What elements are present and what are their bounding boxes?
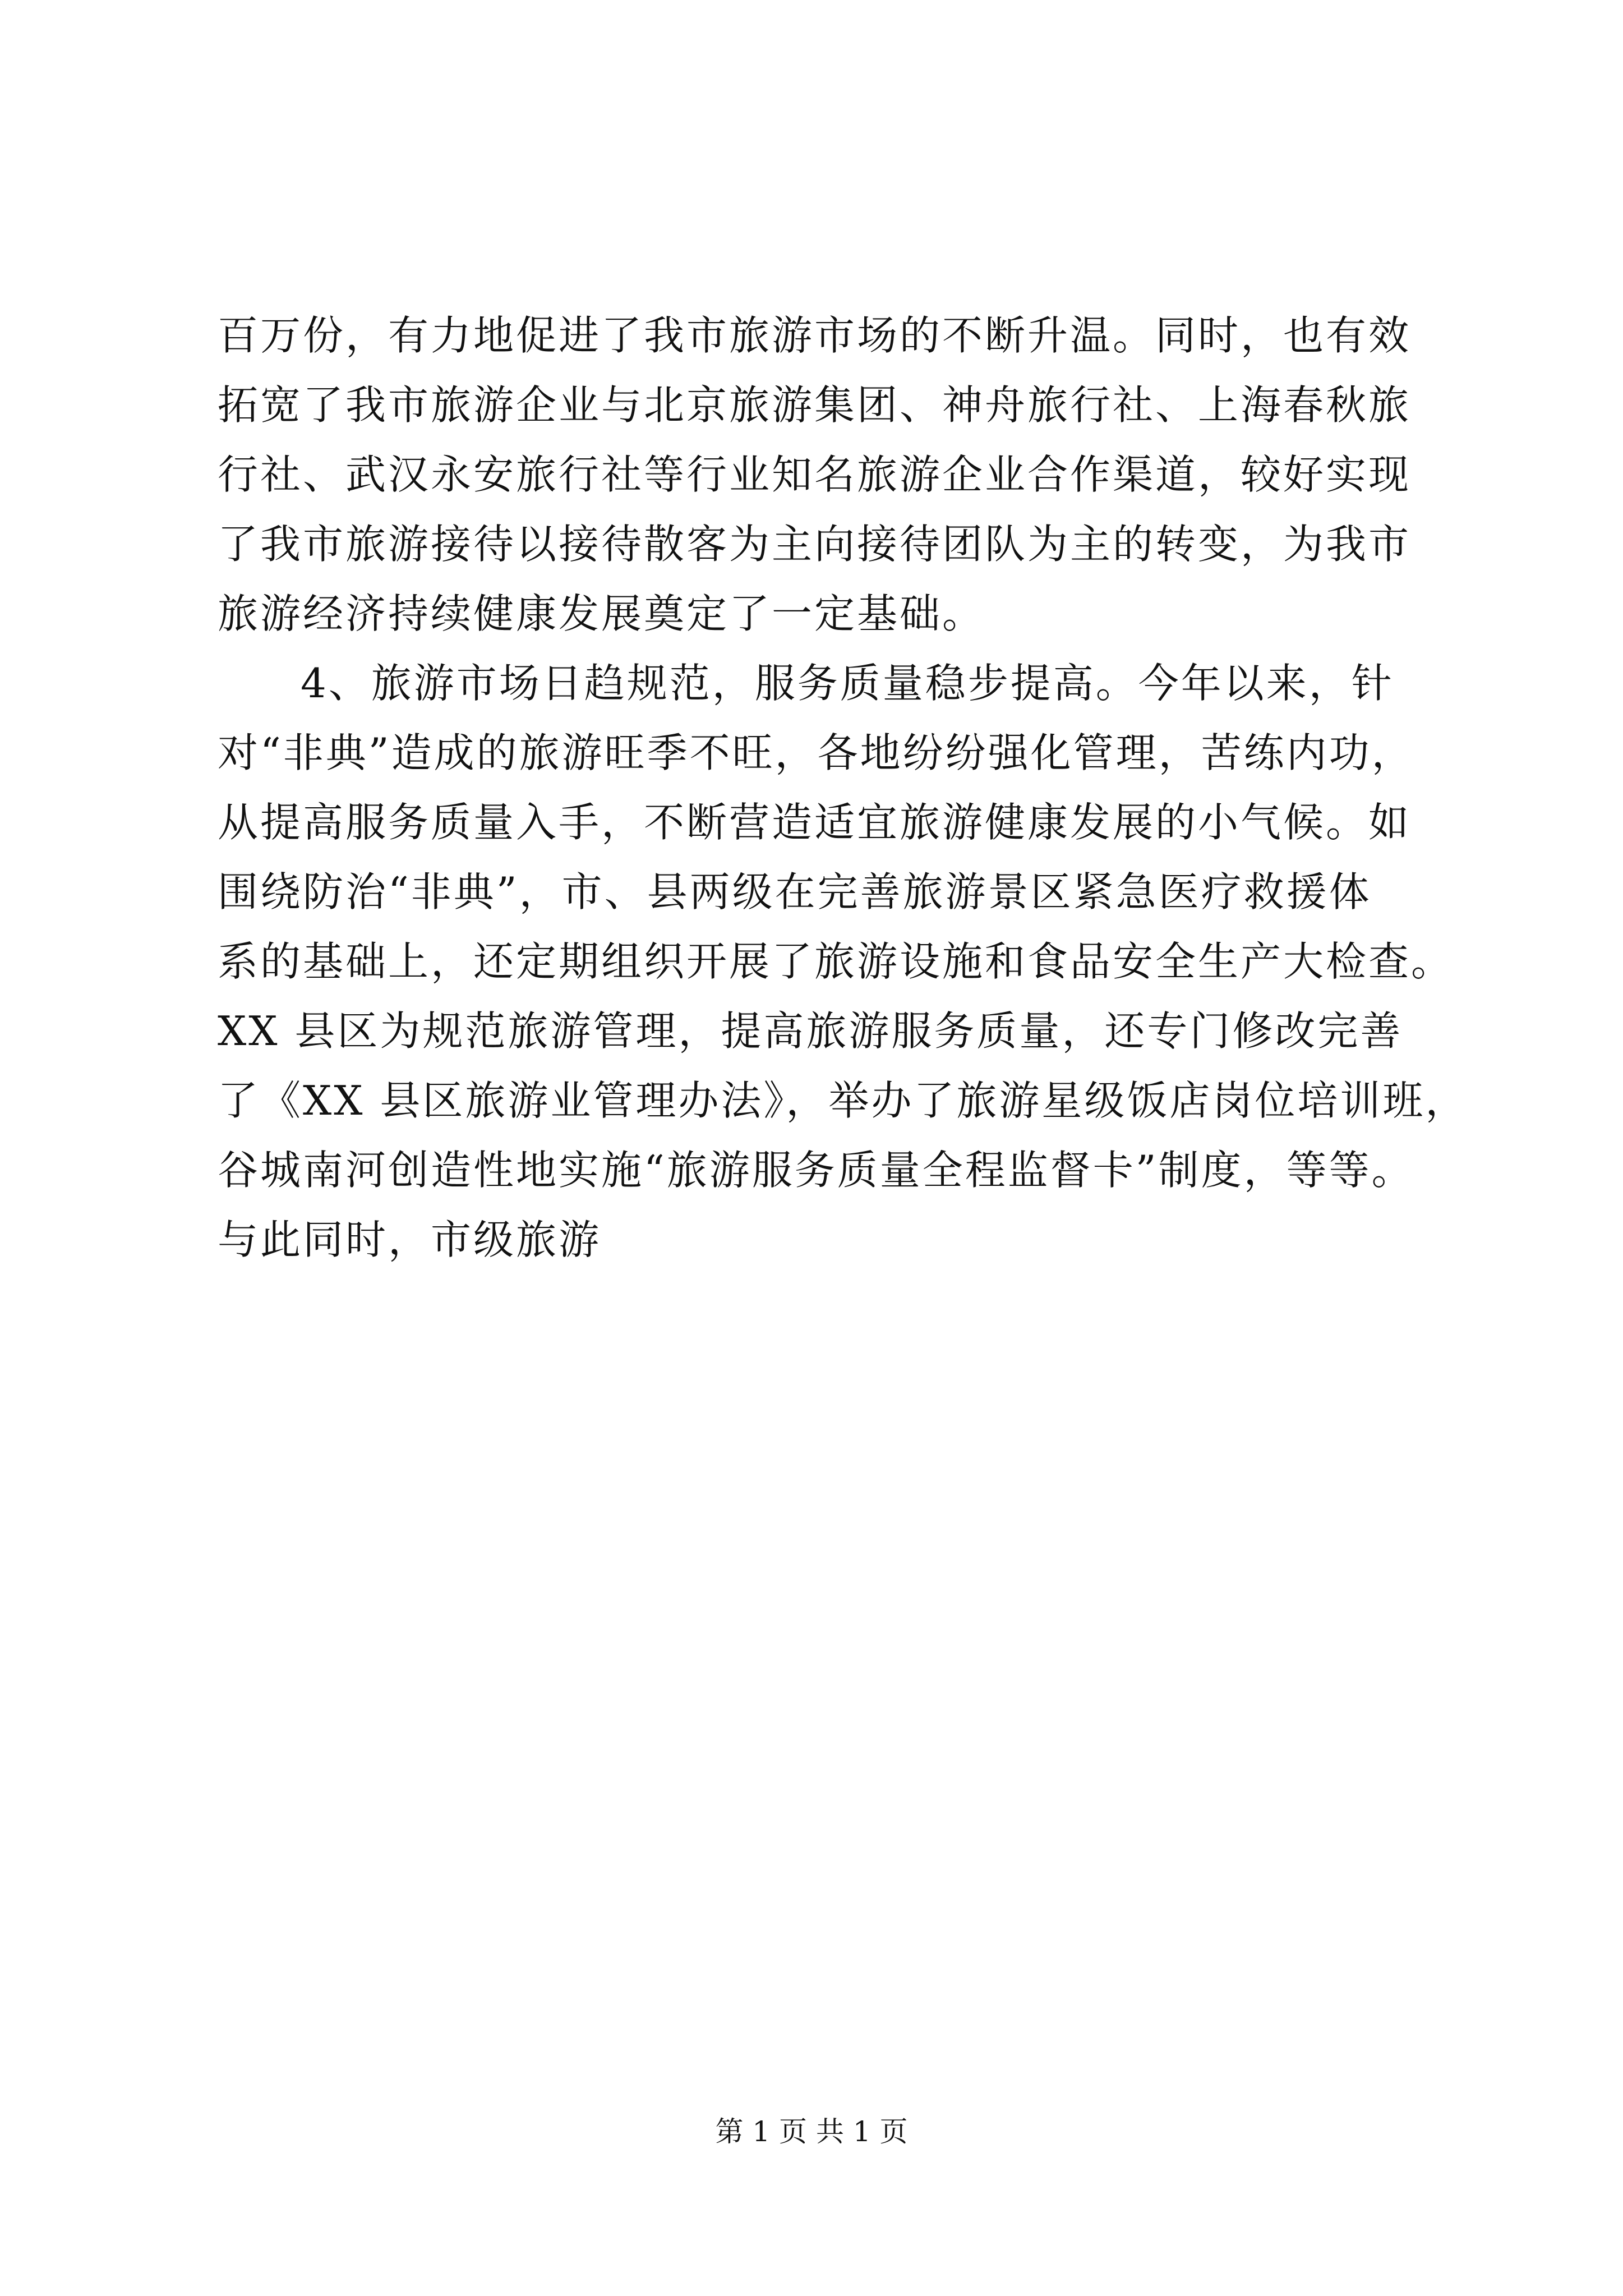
text-line: 旅游经济持续健康发展奠定了一定基础。	[218, 590, 985, 637]
text-line: 与此同时，市级旅游	[218, 1216, 602, 1263]
text-line: 了《XX 县区旅游业管理办法》，举办了旅游星级饭店岗位培训班，	[218, 1077, 1468, 1124]
text-line: 百万份，有力地促进了我市旅游市场的不断升温。同时，也有效	[218, 312, 1412, 359]
page-number-label: 第 1 页 共 1 页	[715, 2115, 908, 2148]
text-line: 围绕防治“非典”，市、县两级在完善旅游景区紧急医疗救援体	[218, 868, 1372, 915]
text-line: 对“非典”造成的旅游旺季不旺，各地纷纷强化管理，苦练内功，	[218, 729, 1414, 776]
page-footer	[0, 2115, 1623, 2148]
text-line: 了我市旅游接待以接待散客为主向接待团队为主的转变，为我市	[218, 521, 1412, 568]
paragraph-start-line: 4、旅游市场日趋规范，服务质量稳步提高。今年以来，针	[301, 660, 1394, 707]
text-line: 从提高服务质量入手，不断营造适宜旅游健康发展的小气候。如	[218, 799, 1412, 846]
text-line: 谷城南河创造性地实施“旅游服务质量全程监督卡”制度，等等。	[218, 1147, 1414, 1194]
text-line: 行社、武汉永安旅行社等行业知名旅游企业合作渠道，较好实现	[218, 451, 1412, 498]
text-line: XX 县区为规范旅游管理，提高旅游服务质量，还专门修改完善	[218, 1007, 1403, 1055]
text-line: 拓宽了我市旅游企业与北京旅游集团、神舟旅行社、上海春秋旅	[218, 381, 1412, 429]
text-line: 系的基础上，还定期组织开展了旅游设施和食品安全生产大检查。	[218, 938, 1454, 985]
document-body	[218, 301, 1468, 1274]
